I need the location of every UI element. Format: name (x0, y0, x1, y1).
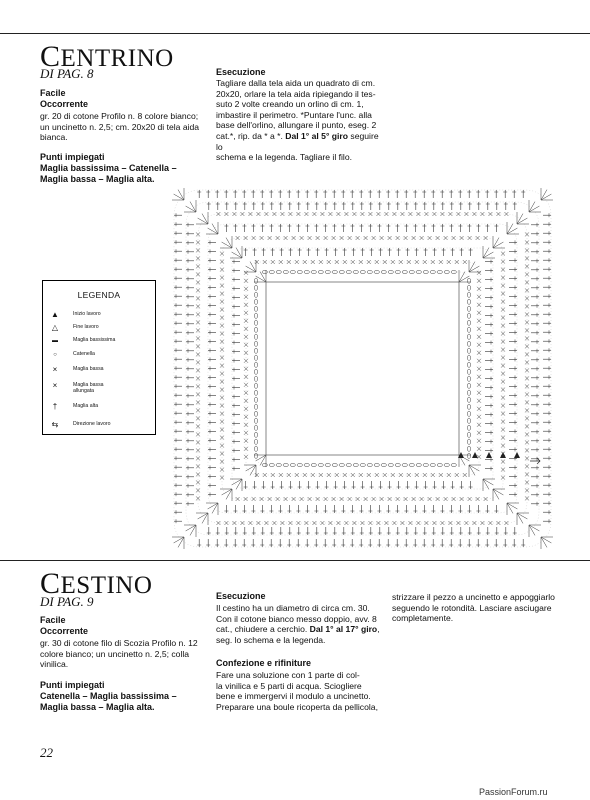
centrino-stitches-heading: Punti impiegati (40, 152, 105, 162)
centrino-difficulty: Facile (40, 88, 66, 98)
crochet-diagram (170, 182, 555, 555)
centrino-exec-heading: Esecuzione (216, 67, 266, 77)
double-crochet-icon: † (52, 402, 58, 411)
centrino-materials: gr. 20 di cotone Profilo n. 8 colore bianco; un uncinetto n. 2,5; cm. 20x20 di tela aida bianca. (40, 111, 200, 143)
centrino-page-ref: DI PAG. 8 (40, 66, 94, 81)
cestino-finish-heading: Confezione e rifiniture (216, 658, 312, 668)
crochet-chart-svg (170, 182, 555, 555)
end-icon: △ (51, 323, 59, 332)
cestino-stitches: Catenella – Maglia bassissima – Maglia bassa – Maglia alta. (40, 691, 177, 712)
centrino-stitches: Maglia bassissima – Catenella – Maglia bassa – Maglia alta. (40, 163, 177, 184)
cestino-col3-text: strizzare il pezzo a uncinetto e appoggiarlo seguendo le rotondità. Lasciare asciugare completamente. (392, 592, 555, 624)
centrino-exec-text: Tagliare dalla tela aida un quadrato di cm. 20x20, orlare la tela aida ripiegando il tes- suto 2 volte creando un orlino di cm. 1, imbastire il perimetro. *Puntare l'unc. alla base dell'orlino, allungare il punto, eseg. 2 cat.*, rip. da * a *. Dal 1° al 5° giro seguire lo schema e la legenda. Tagliare il filo. (216, 78, 379, 163)
start-icon: ▲ (51, 310, 59, 319)
section-rule (0, 560, 590, 561)
cestino-difficulty: Facile (40, 615, 66, 625)
watermark: PassionForum.ru (479, 787, 548, 797)
cestino-page-ref: DI PAG. 9 (40, 594, 94, 609)
legend-title: LEGENDA (77, 290, 121, 300)
cestino-finish-text: Fare una soluzione con 1 parte di col- la vinilica e 5 parti di acqua. Sciogliere bene e immergervi il modulo a uncinetto. Preparare una boule ricoperta da pellicola, (216, 670, 378, 712)
centrino-materials-heading: Occorrente (40, 99, 89, 109)
direction-icon: ⇆ (51, 420, 59, 429)
cestino-exec-heading: Esecuzione (216, 591, 266, 601)
cestino-materials: gr. 30 di cotone filo di Scozia Profilo n. 12 colore bianco; un uncinetto n. 2,5; colla vinilica. (40, 638, 198, 670)
chain-icon: ○ (53, 352, 57, 358)
page-number: 22 (40, 745, 53, 760)
cestino-exec-text: Il cestino ha un diametro di circa cm. 30. Con il cotone bianco messo doppio, avv. 8 cat., chiudere a cerchio. Dal 1° al 17° giro, seg. lo schema e la legenda. (216, 603, 380, 645)
slip-stitch-icon: ▬ (52, 338, 58, 344)
cestino-title: CESTINO (40, 567, 153, 600)
centrino-title: CENTRINO (40, 40, 174, 73)
single-crochet-icon: × (52, 365, 58, 374)
cestino-stitches-heading: Punti impiegati (40, 680, 105, 690)
long-single-crochet-icon: × (52, 381, 58, 390)
cestino-materials-heading: Occorrente (40, 626, 89, 636)
legend-box: LEGENDA ▲ Inizio lavoro △ Fine lavoro ▬ Maglia bassissima ○ Catenella × Maglia bassa × Maglia bassa allungata † Maglia alta ⇆ Direzione lavoro (42, 280, 156, 435)
top-rule (0, 33, 590, 34)
